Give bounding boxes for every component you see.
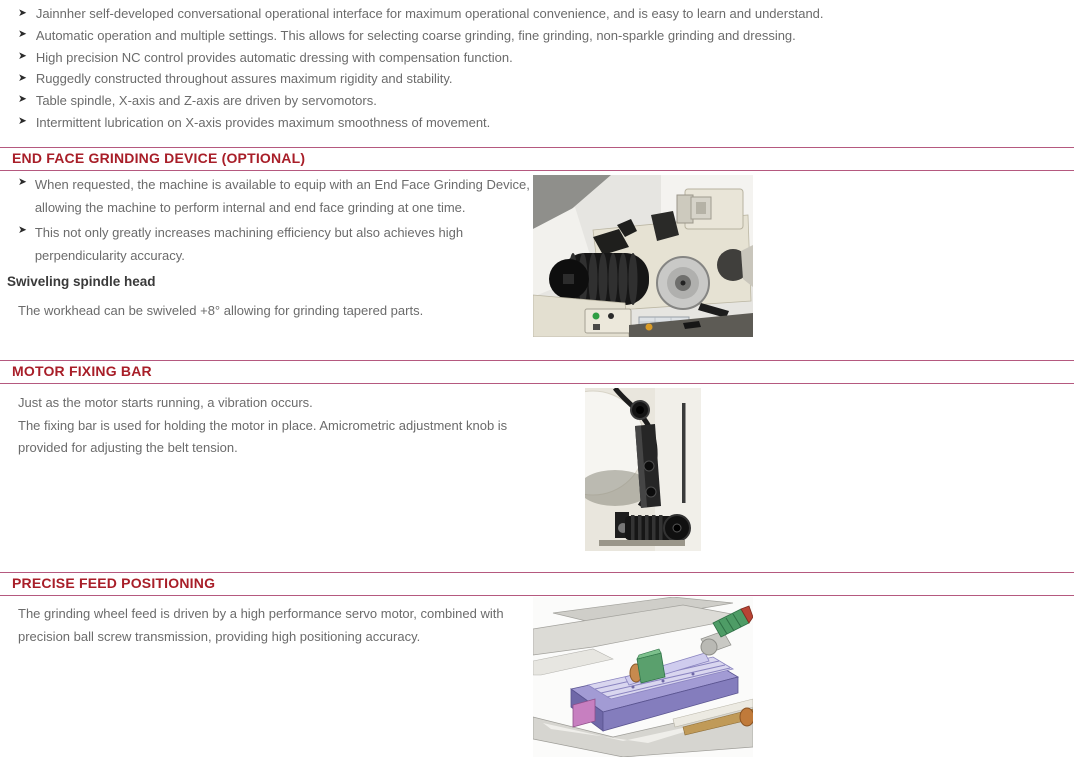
list-item: [18, 90, 1068, 112]
feature-text: Table spindle, X-axis and Z-axis are driven by servomotors.: [35, 93, 377, 109]
arrow-bullet-icon: ➤: [18, 115, 27, 128]
motor-fixing-bar-photo: [585, 388, 701, 551]
feature-bullet-list: [18, 3, 1068, 133]
end-face-grinding-device-photo: [533, 175, 753, 337]
precise-feed-description: The grinding wheel feed is driven by a high performance servo motor, combined with precision ball screw transmission, providing high positioning accuracy.: [18, 606, 504, 644]
ball-screw-slide-illustration: [533, 597, 753, 757]
end-face-description: [18, 173, 530, 269]
paragraph: Just as the motor starts running, a vibration occurs.: [18, 395, 313, 410]
feature-text: Jainnher self-developed conversational operational interface for maximum operational convenience, and is easy to learn and understand.: [35, 6, 824, 22]
list-item: [18, 3, 1068, 25]
list-item: [18, 111, 1068, 133]
arrow-bullet-icon: ➤: [18, 49, 27, 62]
paragraph: The fixing bar is used for holding the motor in place. Amicrometric adjustment knob is provided for adjusting the belt tension.: [18, 417, 508, 455]
arrow-bullet-icon: ➤: [18, 28, 27, 41]
list-item: [18, 68, 1068, 90]
arrow-bullet-icon: ➤: [18, 176, 27, 188]
arrow-bullet-icon: ➤: [18, 93, 27, 106]
arrow-bullet-icon: ➤: [18, 224, 27, 236]
list-item: [18, 173, 530, 219]
green-button-icon: [593, 313, 600, 320]
feature-text: Ruggedly constructed throughout assures maximum rigidity and stability.: [35, 71, 453, 87]
precise-feed-positioning-render: [533, 597, 753, 757]
motor-fixing-bar-illustration: [585, 388, 701, 551]
section-title: MOTOR FIXING BAR: [12, 363, 152, 379]
arrow-bullet-icon: ➤: [18, 6, 27, 19]
feature-text: Automatic operation and multiple settings. This allows for selecting coarse grinding, fine grinding, non-sparkle grinding and dressing.: [35, 28, 796, 44]
list-item: [18, 221, 530, 267]
list-item: [18, 25, 1068, 47]
feature-text: When requested, the machine is available to equip with an End Face Grinding Device, allowing the machine to perform internal and end face grinding at one time.: [34, 177, 530, 215]
section-header-end-face: [0, 147, 1074, 171]
swiveling-spindle-head-subheading: Swiveling spindle head: [7, 274, 156, 289]
feature-text: Intermittent lubrication on X-axis provides maximum smoothness of movement.: [35, 114, 491, 130]
swiveling-spindle-head-text: The workhead can be swiveled +8° allowing for grinding tapered parts.: [18, 303, 424, 318]
end-face-grinding-device-illustration: [533, 175, 753, 337]
section-header-precise-feed: [0, 572, 1074, 596]
section-title: PRECISE FEED POSITIONING: [12, 575, 216, 591]
feature-text: This not only greatly increases machining efficiency but also achieves high perpendicularity accuracy.: [34, 225, 464, 263]
motor-fixing-description: [18, 392, 533, 460]
arrow-bullet-icon: ➤: [18, 71, 27, 84]
section-header-motor-fixing: [0, 360, 1074, 384]
list-item: [18, 46, 1068, 68]
section-title: END FACE GRINDING DEVICE (OPTIONAL): [12, 150, 306, 166]
feature-text: High precision NC control provides automatic dressing with compensation function.: [35, 49, 513, 65]
